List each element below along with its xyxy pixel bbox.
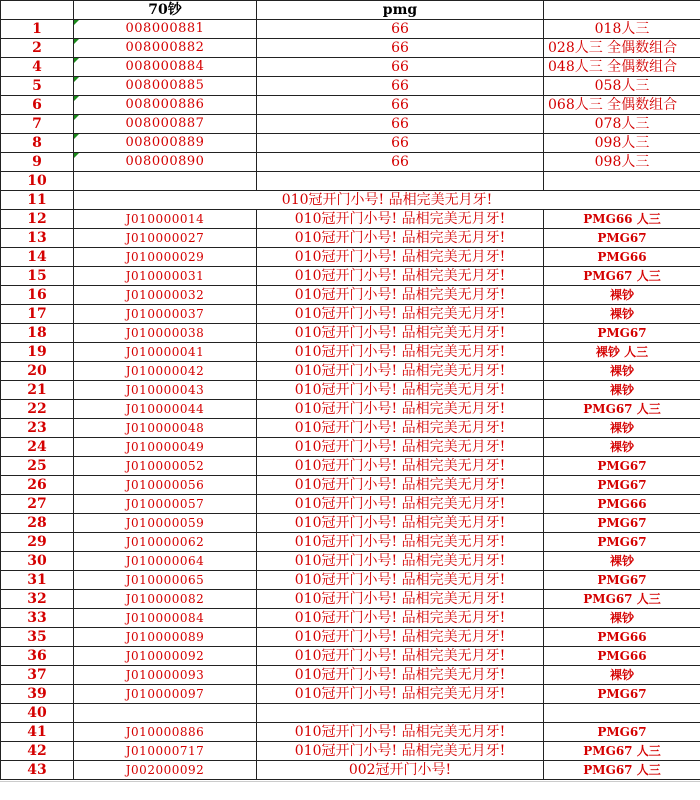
- note-cell[interactable]: 裸钞: [544, 305, 700, 324]
- serial-number-text: J010000717: [126, 744, 205, 758]
- description-cell[interactable]: 010冠开门小号! 品相完美无月牙!: [257, 381, 544, 400]
- row-number-cell[interactable]: 42: [1, 742, 74, 761]
- text-number-marker-icon: [74, 58, 79, 63]
- serial-number-cell[interactable]: [74, 343, 257, 362]
- row-number-cell[interactable]: 6: [1, 96, 74, 115]
- table-row: [1, 324, 700, 343]
- table-row: [1, 58, 700, 77]
- row-number-cell[interactable]: 9: [1, 153, 74, 172]
- serial-number-text: 008000885: [126, 78, 205, 93]
- serial-number-cell[interactable]: [74, 742, 257, 761]
- serial-number-cell[interactable]: [74, 134, 257, 153]
- serial-number-cell[interactable]: [74, 400, 257, 419]
- description-cell[interactable]: 010冠开门小号! 品相完美无月牙!: [257, 647, 544, 666]
- description-cell[interactable]: 66: [257, 58, 544, 77]
- serial-number-cell[interactable]: [74, 628, 257, 647]
- table-row: [1, 457, 700, 476]
- row-number-cell[interactable]: 19: [1, 343, 74, 362]
- serial-number-text: 008000887: [126, 116, 205, 131]
- table-row: [1, 20, 700, 39]
- row-number-cell[interactable]: 32: [1, 590, 74, 609]
- serial-number-cell[interactable]: [74, 533, 257, 552]
- description-cell[interactable]: 010冠开门小号! 品相完美无月牙!: [257, 628, 544, 647]
- description-cell[interactable]: 010冠开门小号! 品相完美无月牙!: [257, 229, 544, 248]
- table-row: [1, 438, 700, 457]
- table-row: [1, 609, 700, 628]
- serial-number-cell[interactable]: [74, 115, 257, 134]
- description-cell[interactable]: 010冠开门小号! 品相完美无月牙!: [257, 742, 544, 761]
- table-row: [1, 115, 700, 134]
- table-row: [1, 77, 700, 96]
- note-cell[interactable]: PMG67: [544, 514, 700, 533]
- description-cell[interactable]: 010冠开门小号! 品相完美无月牙!: [257, 609, 544, 628]
- row-number-cell[interactable]: 22: [1, 400, 74, 419]
- row-number-cell[interactable]: 39: [1, 685, 74, 704]
- empty-grid-row: [0, 781, 700, 800]
- serial-number-text: J010000044: [126, 402, 205, 416]
- note-cell[interactable]: 裸钞: [544, 666, 700, 685]
- description-cell[interactable]: 66: [257, 77, 544, 96]
- table-row: [1, 723, 700, 742]
- note-cell[interactable]: 裸钞: [544, 609, 700, 628]
- note-cell[interactable]: PMG66: [544, 248, 700, 267]
- table-row: [1, 495, 700, 514]
- row-number-cell[interactable]: 2: [1, 39, 74, 58]
- serial-number-cell[interactable]: [74, 476, 257, 495]
- description-cell[interactable]: [257, 172, 544, 191]
- serial-number-cell[interactable]: [74, 761, 257, 780]
- table-row: [1, 134, 700, 153]
- table-row: [1, 248, 700, 267]
- row-number-cell[interactable]: 5: [1, 77, 74, 96]
- serial-number-cell[interactable]: [74, 723, 257, 742]
- table-row: [1, 685, 700, 704]
- row-number-cell[interactable]: 30: [1, 552, 74, 571]
- header-cell-d[interactable]: [544, 1, 700, 20]
- description-cell[interactable]: 010冠开门小号! 品相完美无月牙!: [257, 571, 544, 590]
- serial-number-cell[interactable]: [74, 362, 257, 381]
- row-number-cell[interactable]: 24: [1, 438, 74, 457]
- note-cell[interactable]: 裸钞: [544, 286, 700, 305]
- serial-number-cell[interactable]: [74, 229, 257, 248]
- serial-number-text: J010000048: [126, 421, 205, 435]
- text-number-marker-icon: [74, 39, 79, 44]
- row-number-cell[interactable]: 41: [1, 723, 74, 742]
- note-cell[interactable]: PMG67: [544, 476, 700, 495]
- serial-number-text: J010000032: [126, 288, 205, 302]
- row-number-cell[interactable]: 28: [1, 514, 74, 533]
- serial-number-text: 008000886: [126, 97, 205, 112]
- table-row: [1, 400, 700, 419]
- description-cell[interactable]: 010冠开门小号! 品相完美无月牙!: [257, 362, 544, 381]
- description-cell[interactable]: 010冠开门小号! 品相完美无月牙!: [257, 495, 544, 514]
- row-number-cell[interactable]: 27: [1, 495, 74, 514]
- serial-number-text: J010000057: [126, 497, 205, 511]
- description-cell[interactable]: 010冠开门小号! 品相完美无月牙!: [257, 305, 544, 324]
- row-number-cell[interactable]: 4: [1, 58, 74, 77]
- serial-number-text: J010000038: [126, 326, 205, 340]
- description-cell[interactable]: 010冠开门小号! 品相完美无月牙!: [257, 685, 544, 704]
- row-number-cell[interactable]: 1: [1, 20, 74, 39]
- serial-number-cell[interactable]: [74, 210, 257, 229]
- table-row: [1, 286, 700, 305]
- serial-number-cell[interactable]: [74, 267, 257, 286]
- serial-number-cell[interactable]: [74, 685, 257, 704]
- serial-number-cell[interactable]: [74, 590, 257, 609]
- serial-number-cell[interactable]: [74, 495, 257, 514]
- row-number-cell[interactable]: 15: [1, 267, 74, 286]
- note-cell[interactable]: PMG66: [544, 647, 700, 666]
- serial-number-text: J010000037: [126, 307, 205, 321]
- row-number-cell[interactable]: 35: [1, 628, 74, 647]
- serial-number-text: J010000092: [126, 649, 205, 663]
- serial-number-text: J010000041: [126, 345, 205, 359]
- row-number-cell[interactable]: 25: [1, 457, 74, 476]
- table-row: [1, 628, 700, 647]
- note-cell[interactable]: PMG67: [544, 229, 700, 248]
- note-cell[interactable]: PMG67 人三: [544, 267, 700, 286]
- table-row: [1, 704, 700, 723]
- table-row: [1, 571, 700, 590]
- row-number-cell[interactable]: 40: [1, 704, 74, 723]
- row-number-cell[interactable]: 21: [1, 381, 74, 400]
- serial-number-cell[interactable]: [74, 704, 257, 723]
- serial-number-cell[interactable]: [74, 58, 257, 77]
- description-cell[interactable]: 010冠开门小号! 品相完美无月牙!: [257, 267, 544, 286]
- text-number-marker-icon: [74, 134, 79, 139]
- note-cell[interactable]: 裸钞: [544, 419, 700, 438]
- row-number-cell[interactable]: 37: [1, 666, 74, 685]
- note-cell[interactable]: 058人三: [544, 77, 700, 96]
- serial-number-text: J010000027: [126, 231, 205, 245]
- description-cell[interactable]: 010冠开门小号! 品相完美无月牙!: [257, 400, 544, 419]
- table-row: [1, 590, 700, 609]
- table-row: [1, 172, 700, 191]
- note-cell[interactable]: PMG67: [544, 533, 700, 552]
- header-cell-c[interactable]: pmg: [257, 1, 544, 20]
- description-cell[interactable]: [257, 704, 544, 723]
- serial-number-text: J010000093: [126, 668, 205, 682]
- serial-number-cell[interactable]: [74, 457, 257, 476]
- serial-number-text: J010000031: [126, 269, 205, 283]
- row-number-cell[interactable]: 43: [1, 761, 74, 780]
- table-row: [1, 343, 700, 362]
- serial-number-text: J010000014: [126, 212, 205, 226]
- note-cell[interactable]: PMG67: [544, 685, 700, 704]
- description-cell[interactable]: 66: [257, 20, 544, 39]
- note-cell[interactable]: PMG67 人三: [544, 400, 700, 419]
- serial-number-text: J010000064: [126, 554, 205, 568]
- note-cell[interactable]: PMG67 人三: [544, 590, 700, 609]
- description-cell[interactable]: 010冠开门小号! 品相完美无月牙!: [257, 533, 544, 552]
- row-number-cell[interactable]: 26: [1, 476, 74, 495]
- note-cell[interactable]: 裸钞: [544, 381, 700, 400]
- description-cell[interactable]: 010冠开门小号! 品相完美无月牙!: [257, 590, 544, 609]
- table-row: [1, 229, 700, 248]
- serial-number-text: J010000082: [126, 592, 205, 606]
- description-cell[interactable]: 66: [257, 153, 544, 172]
- serial-number-text: J010000052: [126, 459, 205, 473]
- serial-number-text: 008000890: [126, 154, 205, 169]
- row-number-cell[interactable]: 13: [1, 229, 74, 248]
- serial-number-cell[interactable]: [74, 438, 257, 457]
- table-row: [1, 419, 700, 438]
- serial-number-text: 008000881: [126, 21, 205, 36]
- serial-number-cell[interactable]: [74, 609, 257, 628]
- description-cell[interactable]: 010冠开门小号! 品相完美无月牙!: [257, 419, 544, 438]
- description-cell[interactable]: 010冠开门小号! 品相完美无月牙!: [257, 210, 544, 229]
- description-cell[interactable]: 010冠开门小号! 品相完美无月牙!: [257, 248, 544, 267]
- note-cell[interactable]: PMG67: [544, 571, 700, 590]
- table-row: [1, 533, 700, 552]
- description-cell[interactable]: 010冠开门小号! 品相完美无月牙!: [257, 286, 544, 305]
- description-cell[interactable]: 66: [257, 115, 544, 134]
- serial-number-cell[interactable]: [74, 324, 257, 343]
- description-cell[interactable]: 010冠开门小号! 品相完美无月牙!: [257, 457, 544, 476]
- serial-number-text: J010000043: [126, 383, 205, 397]
- row-number-cell[interactable]: 16: [1, 286, 74, 305]
- note-cell[interactable]: PMG67 人三: [544, 761, 700, 780]
- header-cell-b[interactable]: 70钞: [74, 1, 257, 20]
- table-row: [1, 514, 700, 533]
- note-cell[interactable]: 078人三: [544, 115, 700, 134]
- note-cell[interactable]: PMG66 人三: [544, 210, 700, 229]
- row-number-cell[interactable]: 8: [1, 134, 74, 153]
- table-row: [1, 476, 700, 495]
- table-row: [1, 381, 700, 400]
- note-cell[interactable]: 048人三 全偶数组合: [544, 58, 700, 77]
- description-cell[interactable]: 66: [257, 96, 544, 115]
- row-number-cell[interactable]: 36: [1, 647, 74, 666]
- description-cell[interactable]: 010冠开门小号! 品相完美无月牙!: [257, 552, 544, 571]
- table-row: [1, 761, 700, 780]
- serial-number-cell[interactable]: [74, 153, 257, 172]
- serial-number-cell[interactable]: [74, 286, 257, 305]
- text-number-marker-icon: [74, 96, 79, 101]
- serial-number-text: J010000886: [126, 725, 205, 739]
- note-cell[interactable]: PMG66: [544, 628, 700, 647]
- serial-number-cell[interactable]: [74, 248, 257, 267]
- serial-number-text: 008000882: [126, 40, 205, 55]
- note-cell[interactable]: [544, 172, 700, 191]
- serial-number-cell[interactable]: [74, 571, 257, 590]
- serial-number-cell[interactable]: [74, 514, 257, 533]
- table-row: [1, 647, 700, 666]
- row-number-cell[interactable]: 11: [1, 191, 74, 210]
- table-row: [1, 39, 700, 58]
- row-number-cell[interactable]: 12: [1, 210, 74, 229]
- note-cell[interactable]: 018人三: [544, 20, 700, 39]
- serial-number-cell[interactable]: [74, 305, 257, 324]
- note-cell[interactable]: PMG67: [544, 457, 700, 476]
- serial-number-text: 008000884: [126, 59, 205, 74]
- header-row: [1, 1, 700, 20]
- note-cell[interactable]: 028人三 全偶数组合: [544, 39, 700, 58]
- serial-number-text: J010000062: [126, 535, 205, 549]
- serial-number-cell[interactable]: [74, 96, 257, 115]
- table-row: [1, 153, 700, 172]
- serial-number-text: J010000065: [126, 573, 205, 587]
- merged-title-cell[interactable]: 010冠开门小号! 品相完美无月牙!: [74, 191, 700, 210]
- header-cell-a[interactable]: [1, 1, 74, 20]
- text-number-marker-icon: [74, 115, 79, 120]
- note-cell[interactable]: 098人三: [544, 153, 700, 172]
- serial-number-cell[interactable]: [74, 381, 257, 400]
- note-cell[interactable]: PMG67: [544, 723, 700, 742]
- description-cell[interactable]: 010冠开门小号! 品相完美无月牙!: [257, 723, 544, 742]
- row-number-cell[interactable]: 10: [1, 172, 74, 191]
- text-number-marker-icon: [74, 20, 79, 25]
- serial-number-cell[interactable]: [74, 20, 257, 39]
- description-cell[interactable]: 010冠开门小号! 品相完美无月牙!: [257, 343, 544, 362]
- text-number-marker-icon: [74, 77, 79, 82]
- serial-number-text: J010000042: [126, 364, 205, 378]
- note-cell[interactable]: 裸钞 人三: [544, 343, 700, 362]
- spreadsheet-body: [1, 1, 700, 780]
- table-row: [1, 191, 700, 210]
- serial-number-text: J010000097: [126, 687, 205, 701]
- description-cell[interactable]: 66: [257, 39, 544, 58]
- row-number-cell[interactable]: 7: [1, 115, 74, 134]
- text-number-marker-icon: [74, 153, 79, 158]
- table-row: [1, 305, 700, 324]
- description-cell[interactable]: 010冠开门小号! 品相完美无月牙!: [257, 476, 544, 495]
- note-cell[interactable]: [544, 704, 700, 723]
- table-row: [1, 96, 700, 115]
- serial-number-text: J010000059: [126, 516, 205, 530]
- serial-number-cell[interactable]: [74, 666, 257, 685]
- serial-number-text: J002000092: [126, 763, 205, 777]
- table-row: [1, 210, 700, 229]
- row-number-cell[interactable]: 17: [1, 305, 74, 324]
- note-cell[interactable]: PMG67: [544, 324, 700, 343]
- serial-number-text: J010000056: [126, 478, 205, 492]
- table-row: [1, 742, 700, 761]
- serial-number-cell[interactable]: [74, 647, 257, 666]
- serial-number-cell[interactable]: [74, 77, 257, 96]
- table-row: [1, 666, 700, 685]
- note-cell[interactable]: 068人三 全偶数组合: [544, 96, 700, 115]
- description-cell[interactable]: 010冠开门小号! 品相完美无月牙!: [257, 438, 544, 457]
- serial-number-text: J010000089: [126, 630, 205, 644]
- note-cell[interactable]: PMG66: [544, 495, 700, 514]
- serial-number-cell[interactable]: [74, 419, 257, 438]
- note-cell[interactable]: PMG67 人三: [544, 742, 700, 761]
- row-number-cell[interactable]: 31: [1, 571, 74, 590]
- note-cell[interactable]: 098人三: [544, 134, 700, 153]
- description-cell[interactable]: 66: [257, 134, 544, 153]
- serial-number-cell[interactable]: [74, 39, 257, 58]
- description-cell[interactable]: 002冠开门小号!: [257, 761, 544, 780]
- note-cell[interactable]: 裸钞: [544, 552, 700, 571]
- row-number-cell[interactable]: 33: [1, 609, 74, 628]
- description-cell[interactable]: 010冠开门小号! 品相完美无月牙!: [257, 666, 544, 685]
- row-number-cell[interactable]: 18: [1, 324, 74, 343]
- row-number-cell[interactable]: 14: [1, 248, 74, 267]
- description-cell[interactable]: 010冠开门小号! 品相完美无月牙!: [257, 324, 544, 343]
- row-number-cell[interactable]: 23: [1, 419, 74, 438]
- serial-number-text: 008000889: [126, 135, 205, 150]
- note-cell[interactable]: 裸钞: [544, 438, 700, 457]
- row-number-cell[interactable]: 29: [1, 533, 74, 552]
- row-number-cell[interactable]: 20: [1, 362, 74, 381]
- table-row: [1, 362, 700, 381]
- serial-number-text: J010000029: [126, 250, 205, 264]
- table-row: [1, 267, 700, 286]
- serial-number-cell[interactable]: [74, 172, 257, 191]
- serial-number-text: J010000049: [126, 440, 205, 454]
- description-cell[interactable]: 010冠开门小号! 品相完美无月牙!: [257, 514, 544, 533]
- serial-number-cell[interactable]: [74, 552, 257, 571]
- serial-number-text: J010000084: [126, 611, 205, 625]
- table-row: [1, 552, 700, 571]
- note-cell[interactable]: 裸钞: [544, 362, 700, 381]
